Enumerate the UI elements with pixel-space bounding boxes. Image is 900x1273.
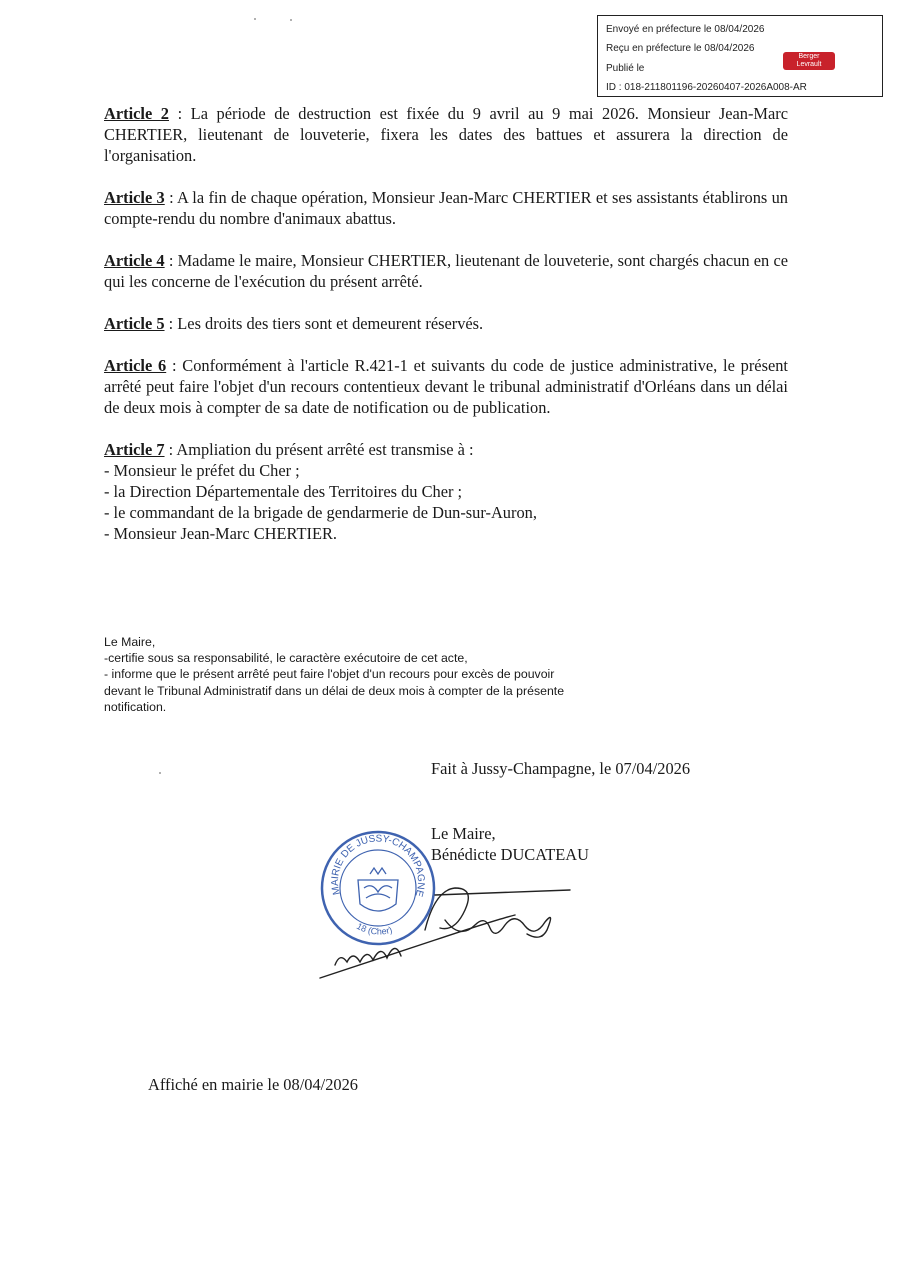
certification-line: Le Maire, [104, 635, 156, 649]
article-4 [104, 250, 788, 292]
recipient-item: - Monsieur le préfet du Cher ; [104, 461, 300, 480]
posting-notice: Affiché en mairie le 08/04/2026 [148, 1075, 358, 1094]
certification-line: notification. [104, 699, 167, 714]
article-4-text: : Madame le maire, Monsieur CHERTIER, lieutenant de louveterie, sont chargés chacun en ce qui les concerne de l'exécution du présent arrêté. [104, 251, 788, 291]
scan-speck [290, 19, 292, 21]
article-7 [104, 439, 788, 544]
article-6-text: : Conformément à l'article R.421-1 et suivants du code de justice administrative, le présent arrêté peut faire l'objet d'un recours contentieux devant le tribunal administratif d'Orléans dans un délai de deux mois à compter de sa date de notification ou de publication. [104, 356, 788, 417]
article-4-title: Article 4 [104, 251, 165, 270]
certification-line: devant le Tribunal Administratif dans un délai de deux mois à compter de la présente [104, 683, 565, 698]
article-6-title: Article 6 [104, 356, 167, 375]
certification-line: -certifie sous sa responsabilité, le caractère exécutoire de cet acte, [104, 651, 468, 666]
article-7-text: : Ampliation du présent arrêté est transmise à : [164, 440, 474, 459]
recipient-item: - le commandant de la brigade de gendarmerie de Dun-sur-Auron, [104, 503, 537, 522]
berger-levrault-logo [783, 52, 835, 70]
recipient-item: - Monsieur Jean-Marc CHERTIER. [104, 524, 337, 543]
article-5 [104, 313, 788, 334]
article-6 [104, 355, 788, 418]
certification-line: - informe que le présent arrêté peut faire l'objet d'un recours pour excès de pouvoir [104, 667, 555, 682]
stamp-recu: Reçu en préfecture le 08/04/2026 [606, 43, 755, 54]
stamp-publie: Publié le [606, 63, 645, 74]
article-3-text: : A la fin de chaque opération, Monsieur Jean-Marc CHERTIER et ses assistants établirons un compte-rendu du nombre d'animaux abattus. [104, 188, 788, 228]
certification-block [104, 634, 644, 715]
stamp-envoye: Envoyé en préfecture le 08/04/2026 [606, 24, 765, 35]
signatory-title: Le Maire, [431, 824, 496, 843]
seal-text-top: MAIRIE DE JUSSY-CHAMPAGNE [329, 833, 427, 898]
article-3-title: Article 3 [104, 188, 165, 207]
article-5-title: Article 5 [104, 314, 165, 333]
article-2 [104, 103, 788, 166]
article-2-text: : La période de destruction est fixée du 9 avril au 9 mai 2026. Monsieur Jean-Marc CHERTIER, lieutenant de louveterie, fixera les dates des battues et assurera la direction de l'organisation. [104, 104, 788, 165]
article-5-text: : Les droits des tiers sont et demeurent réservés. [164, 314, 484, 333]
prefecture-stamp [597, 15, 883, 97]
article-3 [104, 187, 788, 229]
article-7-title: Article 7 [104, 440, 165, 459]
scan-speck [159, 772, 161, 774]
article-2-title: Article 2 [104, 104, 169, 123]
signatory-name: Bénédicte DUCATEAU [431, 845, 589, 864]
seal-text-bottom: 18 (Cher) [354, 920, 394, 937]
place-date-line: Fait à Jussy-Champagne, le 07/04/2026 [431, 759, 691, 778]
articles-section [104, 103, 788, 544]
stamp-id: ID : 018-211801196-20260407-2026A008-AR [606, 82, 807, 93]
scan-speck [254, 18, 256, 20]
logo-line-1: Berger [798, 53, 820, 60]
recipient-item: - la Direction Départementale des Territoires du Cher ; [104, 482, 463, 501]
handwritten-signature [315, 870, 585, 985]
logo-line-2: Levrault [796, 61, 822, 68]
